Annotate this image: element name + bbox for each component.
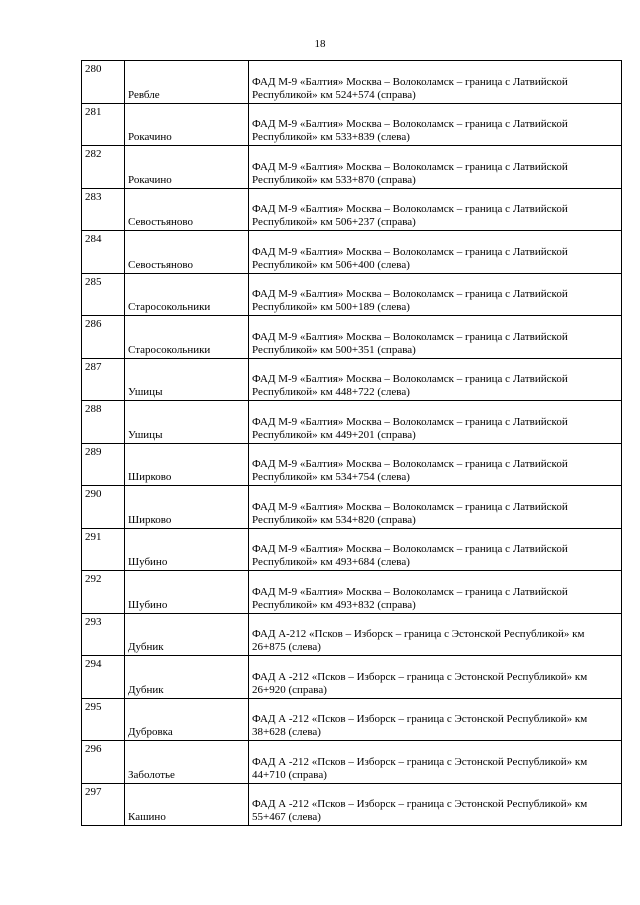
settlement-name: Севостьяново — [125, 231, 249, 274]
table-row — [82, 358, 622, 401]
table-row — [82, 103, 622, 146]
road-location: ФАД А -212 «Псков – Изборск – граница с Эстонской Республикой» км 26+920 (справа) — [249, 656, 622, 699]
table-row — [82, 443, 622, 486]
road-location: ФАД М-9 «Балтия» Москва – Волоколамск – граница с Латвийской Республикой» км 524+574 (справа) — [249, 61, 622, 104]
row-number: 287 — [82, 358, 125, 401]
road-location: ФАД М-9 «Балтия» Москва – Волоколамск – граница с Латвийской Республикой» км 533+870 (справа) — [249, 146, 622, 189]
settlement-name: Заболотье — [125, 741, 249, 784]
table-row — [82, 486, 622, 529]
row-number: 290 — [82, 486, 125, 529]
road-location: ФАД М-9 «Балтия» Москва – Волоколамск – граница с Латвийской Республикой» км 493+684 (слева) — [249, 528, 622, 571]
row-number: 292 — [82, 571, 125, 614]
road-location: ФАД А -212 «Псков – Изборск – граница с Эстонской Республикой» км 44+710 (справа) — [249, 741, 622, 784]
registry-table — [81, 60, 622, 826]
row-number: 297 — [82, 783, 125, 826]
row-number: 293 — [82, 613, 125, 656]
settlement-name: Старосокольники — [125, 273, 249, 316]
settlement-name: Шубино — [125, 528, 249, 571]
road-location: ФАД М-9 «Балтия» Москва – Волоколамск – граница с Латвийской Республикой» км 500+351 (справа) — [249, 316, 622, 359]
row-number: 294 — [82, 656, 125, 699]
table-row — [82, 528, 622, 571]
settlement-name: Ширково — [125, 486, 249, 529]
settlement-name: Кашино — [125, 783, 249, 826]
settlement-name: Дубник — [125, 656, 249, 699]
road-location: ФАД А -212 «Псков – Изборск – граница с Эстонской Республикой» км 55+467 (слева) — [249, 783, 622, 826]
settlement-name: Рокачино — [125, 103, 249, 146]
row-number: 288 — [82, 401, 125, 444]
road-location: ФАД М-9 «Балтия» Москва – Волоколамск – граница с Латвийской Республикой» км 506+237 (справа) — [249, 188, 622, 231]
table-row — [82, 783, 622, 826]
road-location: ФАД М-9 «Балтия» Москва – Волоколамск – граница с Латвийской Республикой» км 506+400 (слева) — [249, 231, 622, 274]
settlement-name: Ревбле — [125, 61, 249, 104]
settlement-name: Ушицы — [125, 358, 249, 401]
row-number: 289 — [82, 443, 125, 486]
table-row — [82, 188, 622, 231]
settlement-name: Дубровка — [125, 698, 249, 741]
table-row — [82, 273, 622, 316]
row-number: 280 — [82, 61, 125, 104]
table-row — [82, 231, 622, 274]
road-location: ФАД М-9 «Балтия» Москва – Волоколамск – граница с Латвийской Республикой» км 533+839 (слева) — [249, 103, 622, 146]
settlement-name: Севостьяново — [125, 188, 249, 231]
row-number: 295 — [82, 698, 125, 741]
row-number: 284 — [82, 231, 125, 274]
settlement-name: Ширково — [125, 443, 249, 486]
road-location: ФАД М-9 «Балтия» Москва – Волоколамск – граница с Латвийской Республикой» км 534+754 (слева) — [249, 443, 622, 486]
road-location: ФАД М-9 «Балтия» Москва – Волоколамск – граница с Латвийской Республикой» км 449+201 (справа) — [249, 401, 622, 444]
table-row — [82, 146, 622, 189]
table-row — [82, 401, 622, 444]
road-location: ФАД А -212 «Псков – Изборск – граница с Эстонской Республикой» км 38+628 (слева) — [249, 698, 622, 741]
row-number: 285 — [82, 273, 125, 316]
table-row — [82, 571, 622, 614]
row-number: 286 — [82, 316, 125, 359]
settlement-name: Шубино — [125, 571, 249, 614]
table-row — [82, 656, 622, 699]
road-location: ФАД М-9 «Балтия» Москва – Волоколамск – граница с Латвийской Республикой» км 500+189 (слева) — [249, 273, 622, 316]
settlement-name: Старосокольники — [125, 316, 249, 359]
settlement-name: Рокачино — [125, 146, 249, 189]
road-location: ФАД М-9 «Балтия» Москва – Волоколамск – граница с Латвийской Республикой» км 448+722 (слева) — [249, 358, 622, 401]
row-number: 281 — [82, 103, 125, 146]
road-location: ФАД М-9 «Балтия» Москва – Волоколамск – граница с Латвийской Республикой» км 493+832 (справа) — [249, 571, 622, 614]
row-number: 296 — [82, 741, 125, 784]
table-row — [82, 741, 622, 784]
settlement-name: Дубник — [125, 613, 249, 656]
table-row — [82, 613, 622, 656]
page-number: 18 — [314, 38, 326, 50]
row-number: 283 — [82, 188, 125, 231]
table-row — [82, 698, 622, 741]
table-body — [82, 61, 622, 826]
road-location: ФАД М-9 «Балтия» Москва – Волоколамск – граница с Латвийской Республикой» км 534+820 (справа) — [249, 486, 622, 529]
table-row — [82, 316, 622, 359]
row-number: 282 — [82, 146, 125, 189]
table-row — [82, 61, 622, 104]
settlement-name: Ушицы — [125, 401, 249, 444]
road-location: ФАД А-212 «Псков – Изборск – граница с Эстонской Республикой» км 26+875 (слева) — [249, 613, 622, 656]
row-number: 291 — [82, 528, 125, 571]
